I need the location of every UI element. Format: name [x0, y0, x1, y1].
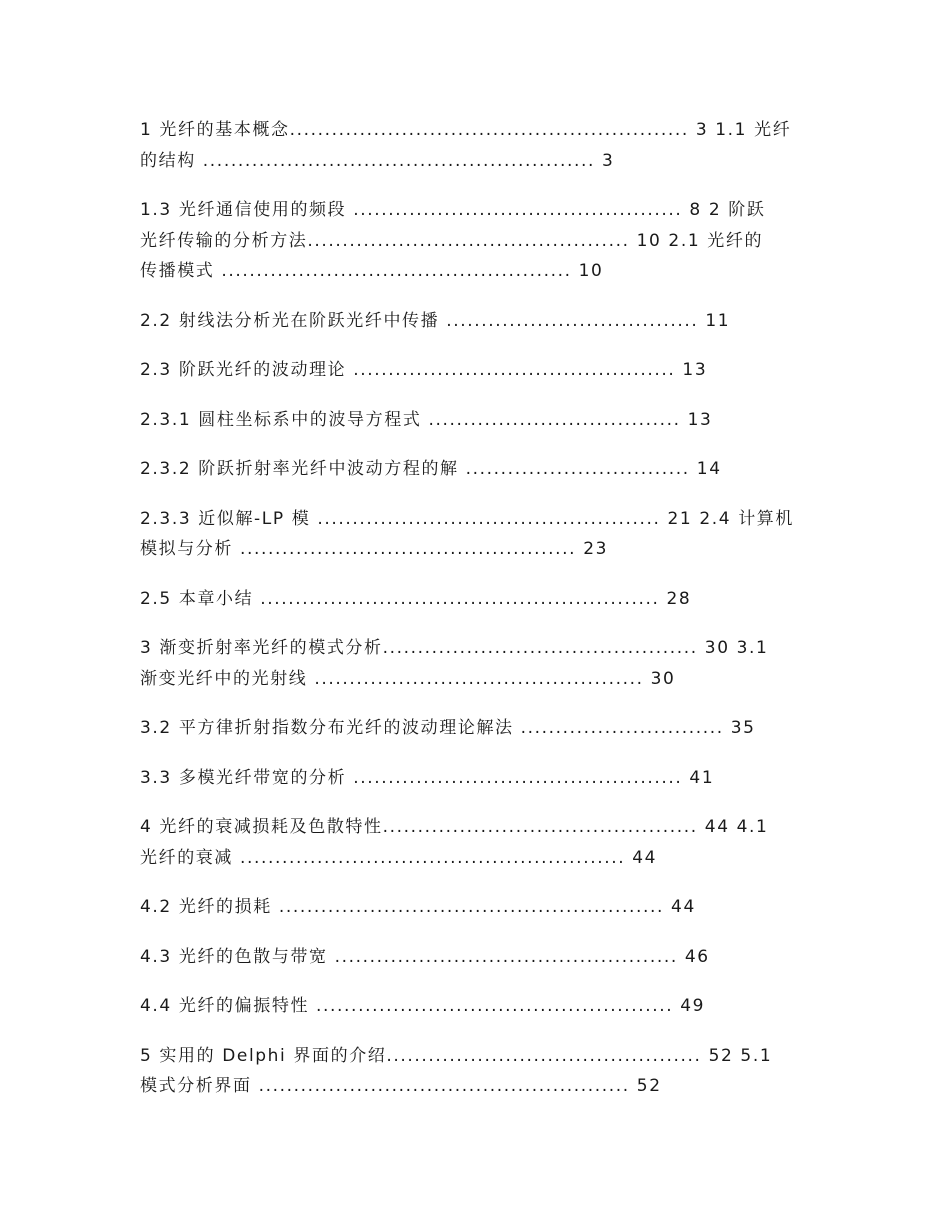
toc-line: 2.3 阶跃光纤的波动理论 .............................................. 13 — [140, 360, 708, 380]
toc-line: 1 光纤的基本概念......................................................... 3 1.1 光纤 — [140, 120, 792, 140]
toc-entry — [140, 195, 812, 287]
toc-line: 的结构 ........................................................ 3 — [140, 150, 615, 171]
toc-line: 2.3.3 近似解-LP 模 ................................................. 21 2.4 计算机 — [140, 508, 794, 529]
toc-line: 3.3 多模光纤带宽的分析 ............................................... 41 — [140, 767, 715, 788]
toc-entry — [140, 306, 812, 337]
toc-line: 4 光纤的衰减损耗及色散特性............................................. 44 4.1 — [140, 817, 769, 837]
toc-line: 4.3 光纤的色散与带宽 ................................................. 46 — [140, 946, 710, 967]
toc-entry — [140, 115, 812, 176]
toc-entry — [140, 812, 812, 873]
toc-line: 3 渐变折射率光纤的模式分析............................................. 30 3.1 — [140, 638, 769, 658]
toc-line: 光纤的衰减 ....................................................... 44 — [140, 847, 658, 868]
toc-entry — [140, 713, 812, 744]
toc-line: 渐变光纤中的光射线 ............................................... 30 — [140, 668, 676, 689]
toc-line: 2.3.1 圆柱坐标系中的波导方程式 .................................... 13 — [140, 409, 713, 430]
toc-entry — [140, 892, 812, 923]
toc-line: 3.2 平方律折射指数分布光纤的波动理论解法 ............................. 35 — [140, 718, 756, 738]
toc-line: 5 实用的 Delphi 界面的介绍............................................. 52 5.1 — [140, 1045, 773, 1066]
toc-line: 模式分析界面 ..................................................... 52 — [140, 1076, 662, 1096]
toc-line: 光纤传输的分析方法.............................................. 10 2.1 光纤的 — [140, 230, 764, 251]
toc-line: 传播模式 .................................................. 10 — [140, 261, 604, 281]
toc-line: 2.3.2 阶跃折射率光纤中波动方程的解 ................................ 14 — [140, 459, 722, 479]
table-of-contents — [140, 115, 812, 1121]
toc-line: 1.3 光纤通信使用的频段 ............................................... 8 2 阶跃 — [140, 200, 766, 220]
toc-entry — [140, 405, 812, 436]
toc-entry — [140, 355, 812, 386]
toc-entry — [140, 454, 812, 485]
toc-entry — [140, 633, 812, 694]
toc-line: 4.2 光纤的损耗 ....................................................... 44 — [140, 897, 696, 917]
toc-line: 2.2 射线法分析光在阶跃光纤中传播 .................................... 11 — [140, 310, 731, 331]
toc-entry — [140, 763, 812, 794]
toc-entry — [140, 584, 812, 615]
toc-entry — [140, 991, 812, 1022]
toc-line: 模拟与分析 ................................................ 23 — [140, 539, 609, 559]
toc-entry — [140, 1041, 812, 1102]
toc-line: 4.4 光纤的偏振特性 ................................................... 49 — [140, 996, 706, 1016]
toc-entry — [140, 504, 812, 565]
toc-line: 2.5 本章小结 ......................................................... 28 — [140, 588, 692, 609]
toc-entry — [140, 942, 812, 973]
